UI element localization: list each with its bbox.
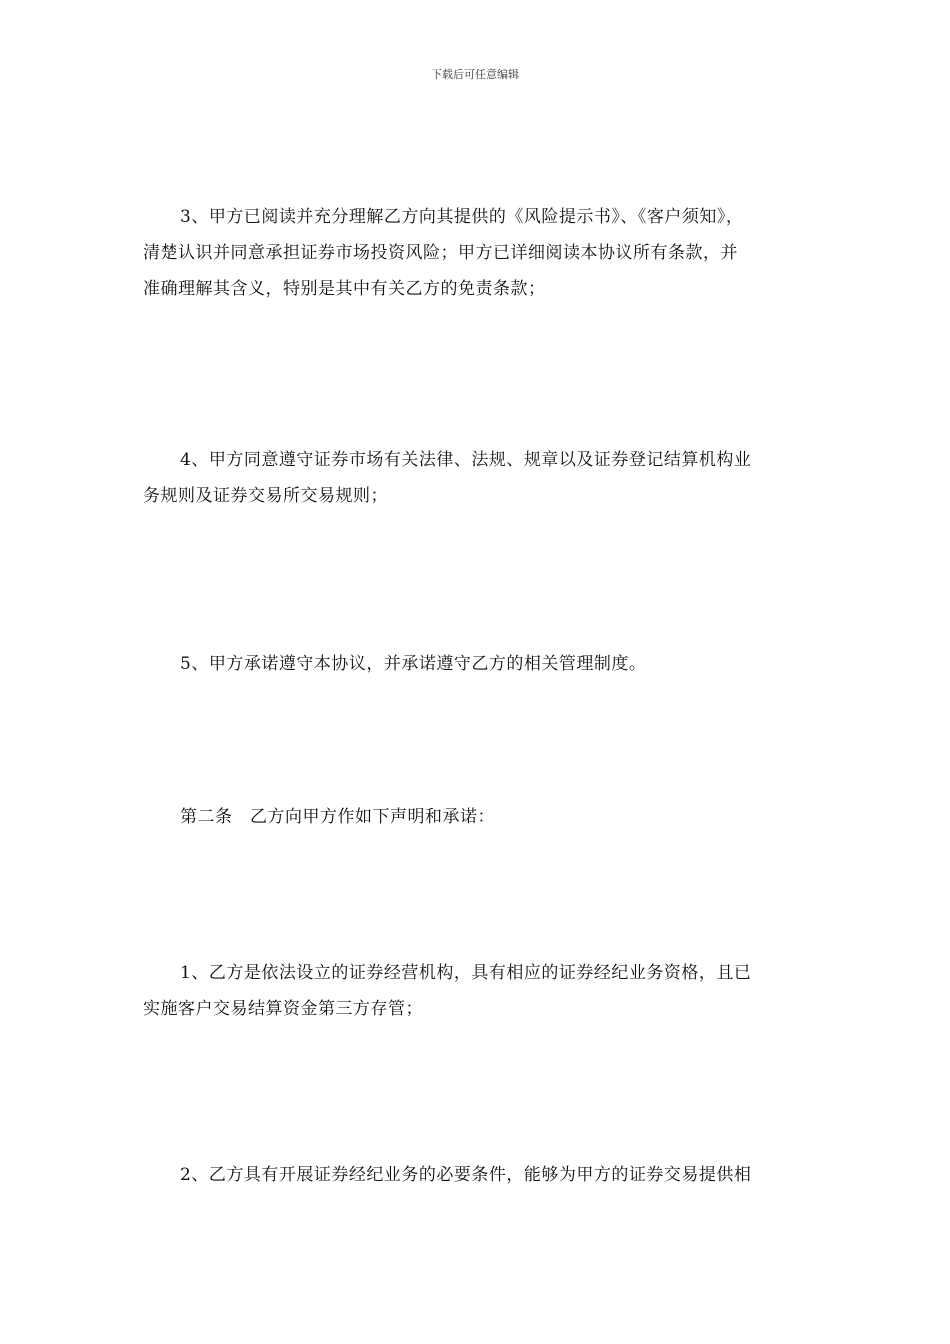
paragraph-line: 4、甲方同意遵守证券市场有关法律、法规、规章以及证券登记结算机构业 [180,450,752,470]
paragraph-line: 3、甲方已阅读并充分理解乙方向其提供的《风险提示书》、《客户须知》， [180,207,744,227]
paragraph-clause-2-item-2 [143,1157,815,1193]
paragraph-line: 实施客户交易结算资金第三方存管； [143,999,423,1019]
paragraph-clause-2-heading [143,799,815,835]
paragraph-line: 5、甲方承诺遵守本协议，并承诺遵守乙方的相关管理制度。 [180,654,647,674]
paragraph-line: 2、乙方具有开展证券经纪业务的必要条件，能够为甲方的证券交易提供相 [180,1165,752,1185]
paragraph-line: 1、乙方是依法设立的证券经营机构，具有相应的证券经纪业务资格，且已 [180,963,752,983]
paragraph-clause-1-item-5 [143,646,815,682]
paragraph-line: 清楚认识并同意承担证券市场投资风险；甲方已详细阅读本协议所有条款，并 [143,243,738,263]
paragraph-clause-1-item-3 [143,199,815,307]
paragraph-clause-1-item-4 [143,442,815,514]
paragraph-line: 准确理解其含义，特别是其中有关乙方的免责条款； [143,279,546,299]
page-header-note: 下载后可任意编辑 [431,68,519,81]
section-heading: 第二条 乙方向甲方作如下声明和承诺： [180,807,495,827]
paragraph-line: 务规则及证券交易所交易规则； [143,486,388,506]
paragraph-clause-2-item-1 [143,955,815,1027]
